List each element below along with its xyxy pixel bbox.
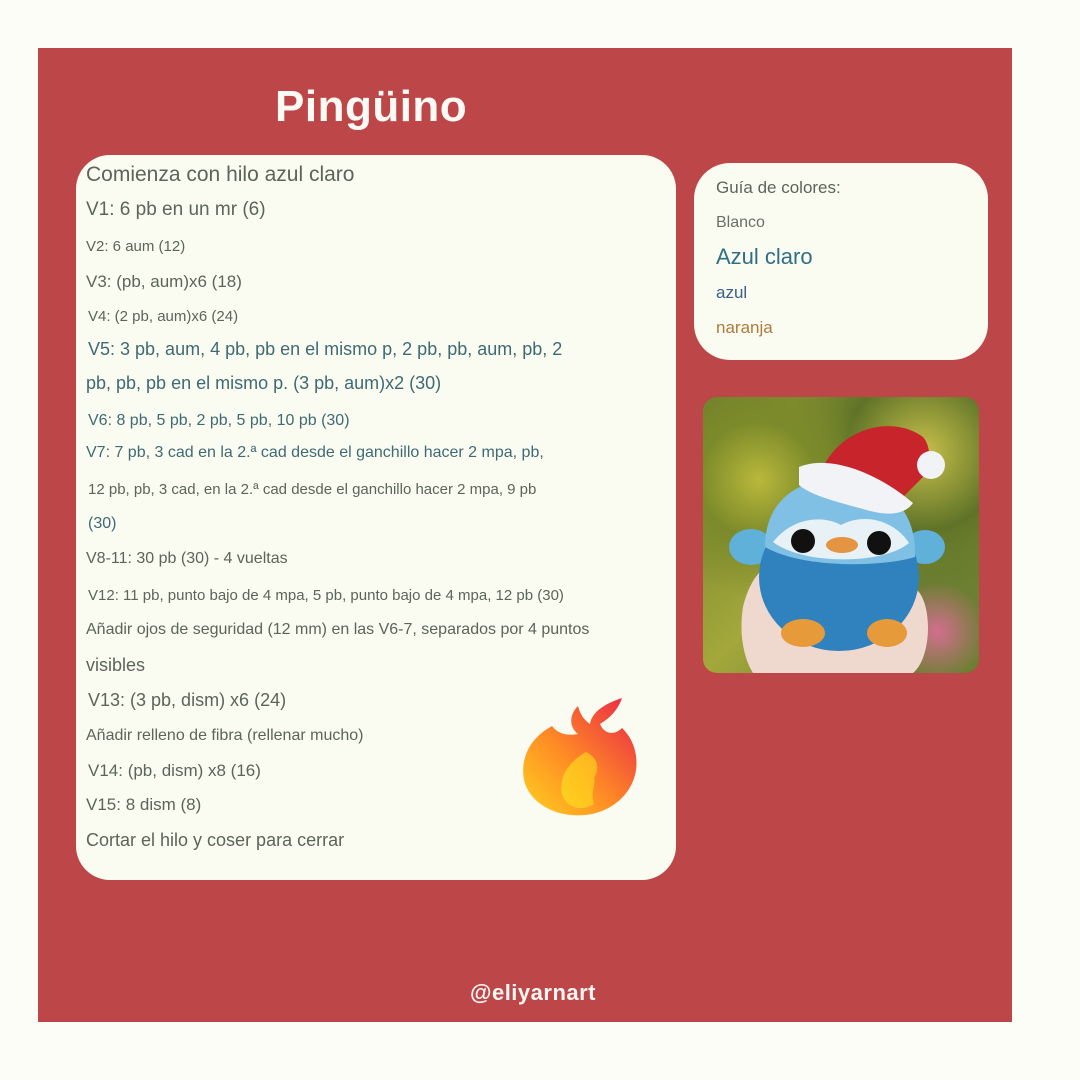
pattern-row-v8-11: V8-11: 30 pb (30) - 4 vueltas [86, 550, 288, 567]
pattern-row-v15: V15: 8 dism (8) [86, 795, 202, 814]
pattern-row-v2: V2: 6 aum (12) [86, 238, 186, 255]
pattern-row-v12: V12: 11 pb, punto bajo de 4 mpa, 5 pb, punto bajo de 4 mpa, 12 pb (30) [88, 587, 564, 604]
pattern-row-v14: V14: (pb, dism) x8 (16) [88, 761, 261, 780]
pattern-finish-note: Cortar el hilo y coser para cerrar [86, 830, 345, 850]
color-azul-claro: Azul claro [716, 244, 813, 269]
pattern-row-v4: V4: (2 pb, aum)x6 (24) [88, 308, 239, 325]
pattern-row-v13: V13: (3 pb, dism) x6 (24) [88, 690, 287, 710]
pattern-row-v3: V3: (pb, aum)x6 (18) [86, 272, 242, 291]
penguin-photo [703, 397, 979, 673]
color-naranja: naranja [716, 318, 773, 337]
color-guide-card [694, 163, 988, 360]
color-blanco: Blanco [716, 214, 765, 231]
pattern-eyes-note: Añadir ojos de seguridad (12 mm) en las V6-7, separados por 4 puntos [86, 621, 590, 638]
author-handle: @eliyarnart [470, 980, 597, 1005]
color-azul: azul [716, 283, 748, 302]
pattern-intro: Comienza con hilo azul claro [86, 163, 355, 186]
pattern-row-v6: V6: 8 pb, 5 pb, 2 pb, 5 pb, 10 pb (30) [88, 412, 350, 429]
pattern-row-v5: V5: 3 pb, aum, 4 pb, pb en el mismo p, 2 pb, pb, aum, pb, 2 [88, 339, 563, 359]
color-guide-heading: Guía de colores: [716, 178, 841, 197]
pattern-row-v7-total: (30) [88, 515, 117, 532]
fire-icon [518, 694, 648, 822]
pattern-eyes-note-cont: visibles [86, 655, 146, 675]
pattern-row-v7: V7: 7 pb, 3 cad en la 2.ª cad desde el ganchillo hacer 2 mpa, pb, [86, 444, 544, 461]
pattern-row-v7-cont: 12 pb, pb, 3 cad, en la 2.ª cad desde el ganchillo hacer 2 mpa, 9 pb [88, 481, 537, 498]
crochet-penguin-icon [703, 397, 979, 673]
page-title: Pingüino [275, 82, 468, 131]
pattern-row-v5-cont: pb, pb, pb en el mismo p. (3 pb, aum)x2 (30) [86, 373, 442, 393]
pattern-stuffing-note: Añadir relleno de fibra (rellenar mucho) [86, 727, 364, 744]
pattern-row-v1: V1: 6 pb en un mr (6) [86, 199, 266, 220]
